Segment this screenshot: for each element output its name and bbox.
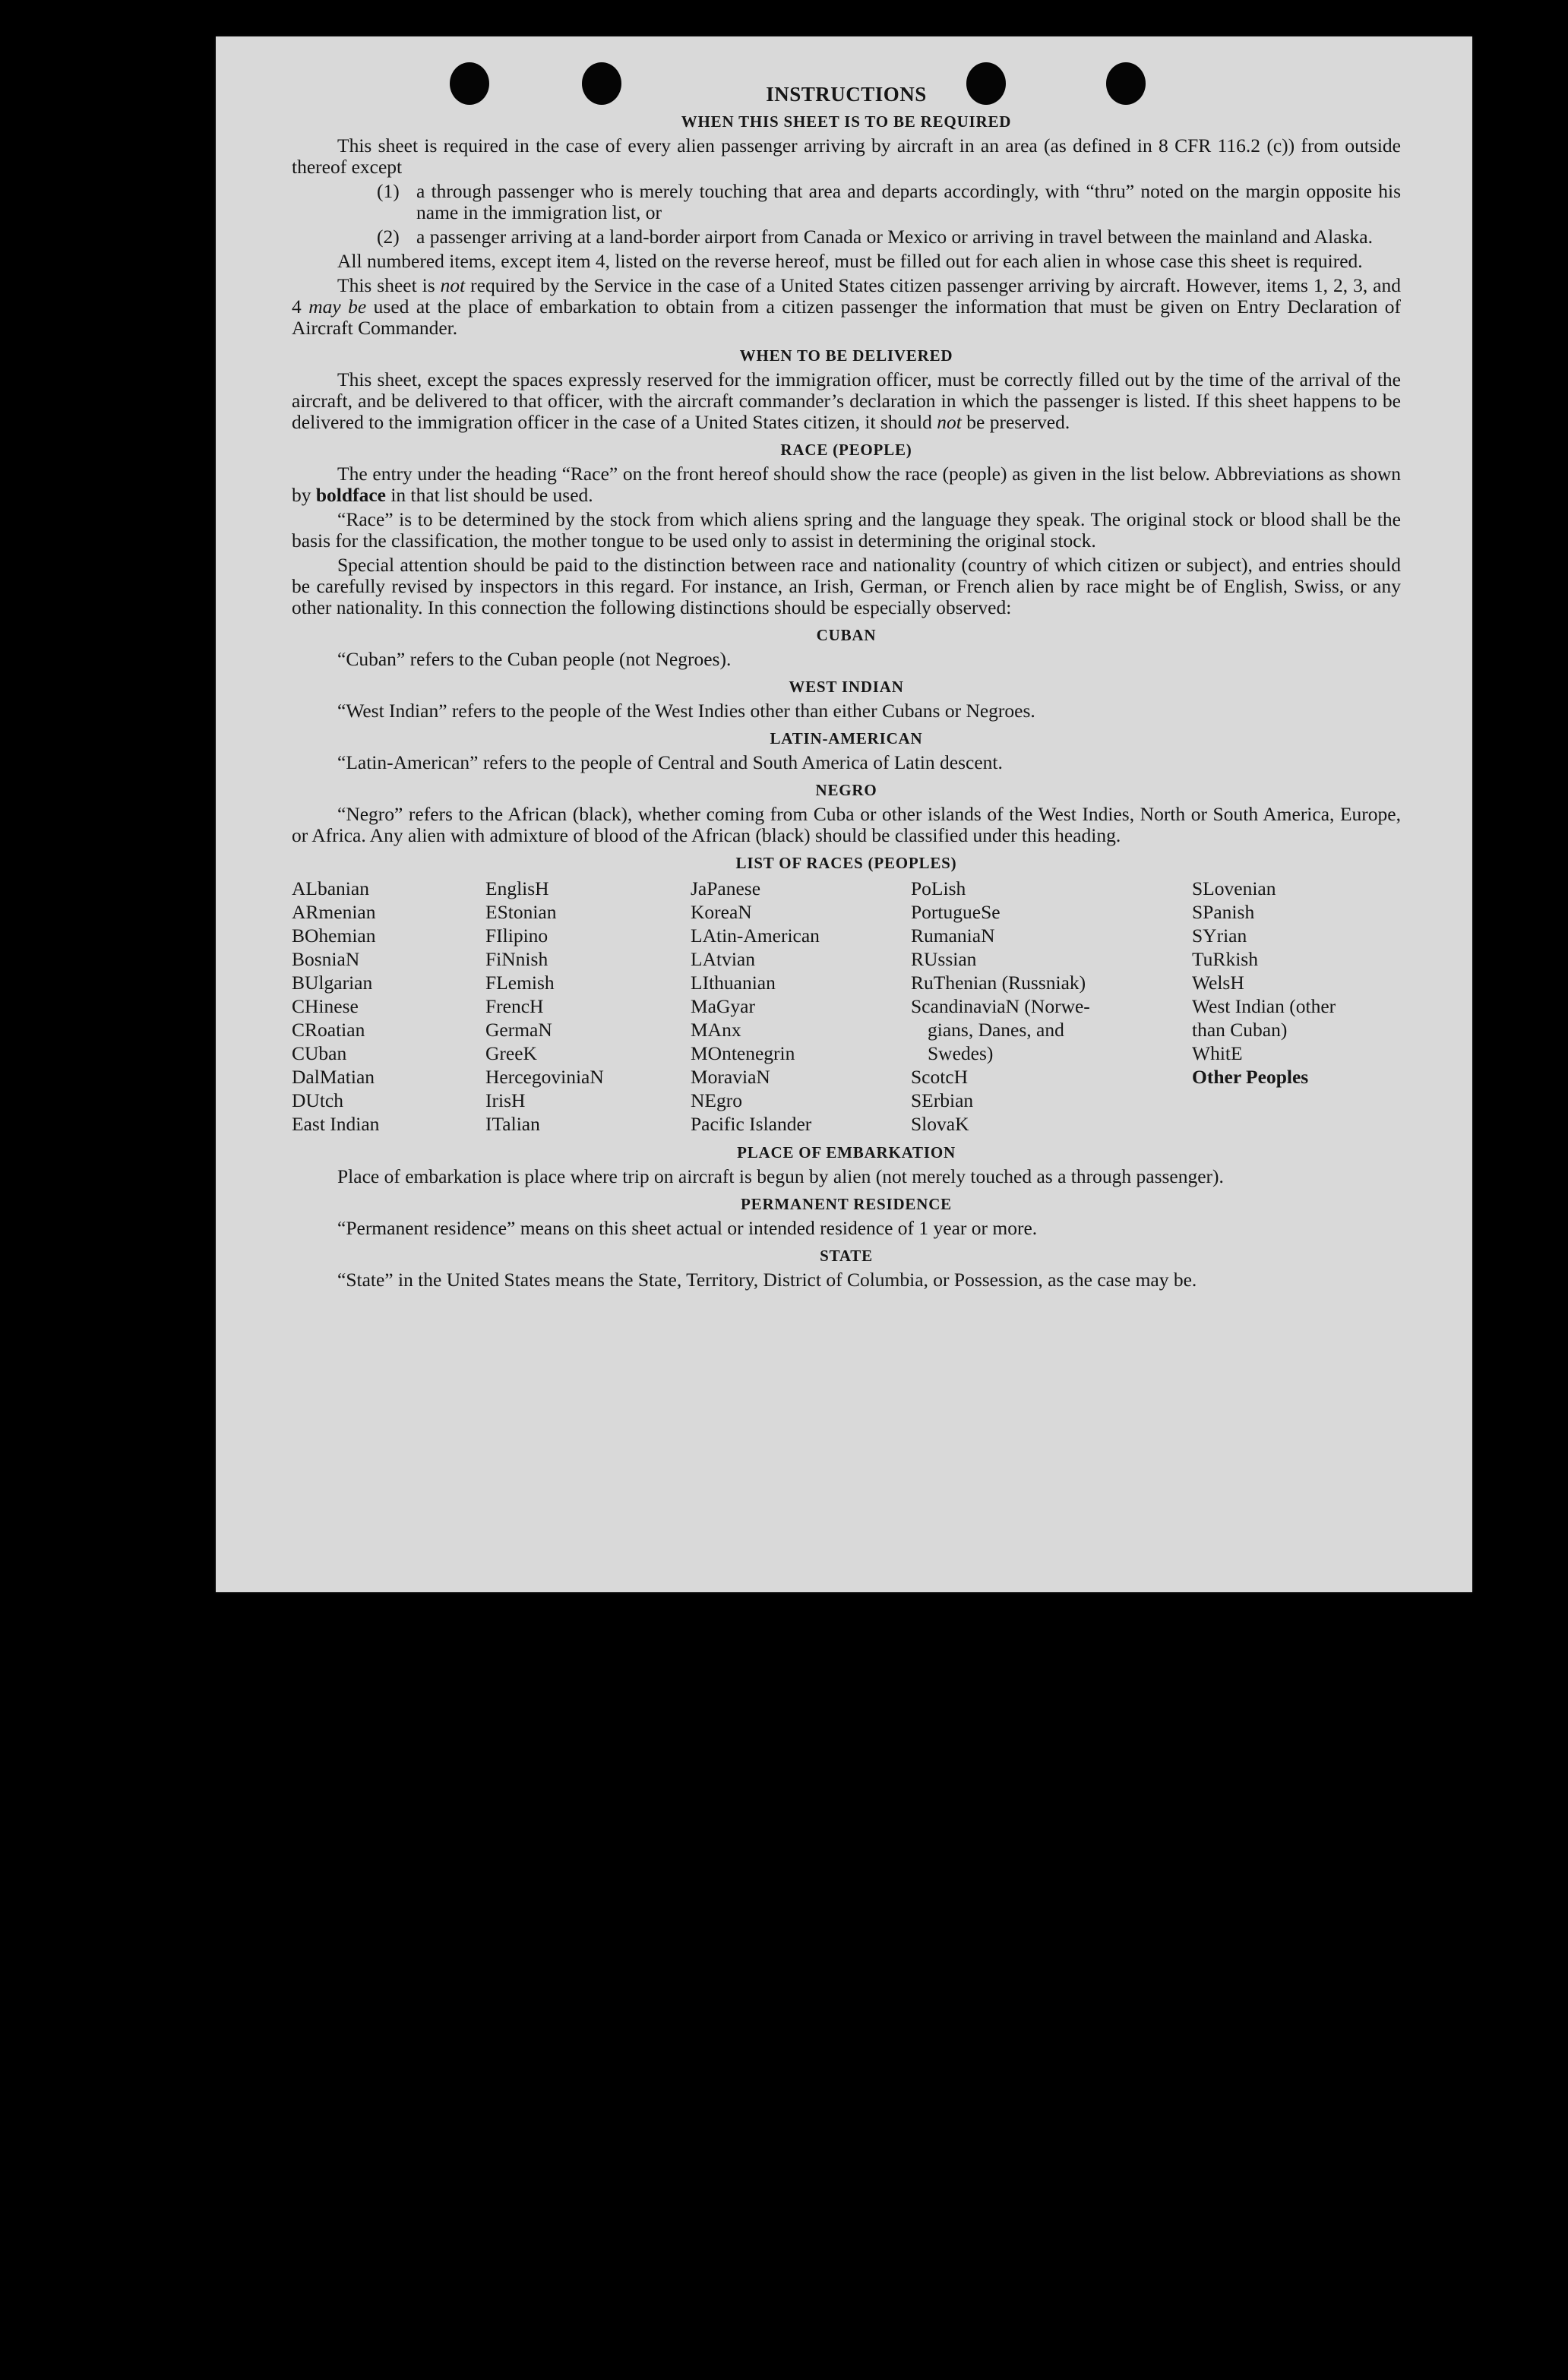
race-entry: ARmenian — [292, 901, 376, 923]
heading-place-of-embarkation: PLACE OF EMBARKATION — [737, 1143, 956, 1162]
race-entry: MOntenegrin — [691, 1042, 795, 1064]
race-entry: gians, Danes, and — [928, 1019, 1064, 1041]
heading-latin-american: LATIN-AMERICAN — [770, 729, 923, 748]
heading-when-required: WHEN THIS SHEET IS TO BE REQUIRED — [681, 112, 1012, 131]
race-entry: ScotcH — [911, 1066, 969, 1088]
race-entry: NEgro — [691, 1089, 742, 1111]
race-entry: MaGyar — [691, 995, 755, 1017]
heading-state: STATE — [820, 1247, 873, 1265]
race-entry: than Cuban) — [1192, 1019, 1288, 1041]
race-entry: FrencH — [485, 995, 544, 1017]
sheet-content — [292, 84, 1401, 1294]
race-entry: WhitE — [1192, 1042, 1243, 1064]
race-entry: SErbian — [911, 1089, 974, 1111]
paragraph-state: “State” in the United States means the State, Territory, District of Columbia, or Possession, as the case may be. — [337, 1269, 1197, 1291]
paragraph-west-indian: “West Indian” refers to the people of the West Indies other than either Cubans or Negroes. — [337, 700, 1035, 722]
race-entry: SYrian — [1192, 925, 1247, 947]
race-entry: CHinese — [292, 995, 359, 1017]
heading-west-indian: WEST INDIAN — [789, 678, 904, 696]
heading-negro: NEGRO — [815, 781, 877, 799]
race-entry: SlovaK — [911, 1113, 969, 1135]
race-entry: Pacific Islander — [691, 1113, 812, 1135]
race-entry: BUlgarian — [292, 972, 373, 994]
heading-permanent-residence: PERMANENT RESIDENCE — [741, 1195, 952, 1213]
item-text: a passenger arriving at a land-border airport from Canada or Mexico or arriving in travel between the mainland and Alaska. — [416, 226, 1373, 248]
paragraph-latin-american: “Latin-American” refers to the people of Central and South America of Latin descent. — [337, 751, 1003, 773]
race-entry: ITalian — [485, 1113, 540, 1135]
exception-item-2 — [292, 226, 1401, 248]
races-column — [292, 877, 485, 1136]
race-entry: TuRkish — [1192, 948, 1258, 970]
race-entry: CUban — [292, 1042, 347, 1064]
heading-list-of-races: LIST OF RACES (PEOPLES) — [735, 854, 957, 872]
races-column — [485, 877, 691, 1136]
race-entry: ALbanian — [292, 877, 369, 899]
heading-when-delivered: WHEN TO BE DELIVERED — [739, 346, 953, 365]
race-entry: RUssian — [911, 948, 977, 970]
item-number: (2) — [377, 226, 400, 248]
paragraph-cuban: “Cuban” refers to the Cuban people (not Negroes). — [337, 648, 732, 670]
heading-cuban: CUBAN — [816, 626, 877, 644]
race-entry: KoreaN — [691, 901, 752, 923]
race-entry: BosniaN — [292, 948, 360, 970]
race-entry: MoraviaN — [691, 1066, 770, 1088]
race-entry: FIlipino — [485, 925, 548, 947]
race-entry: DalMatian — [292, 1066, 375, 1088]
race-entry: Other Peoples — [1192, 1066, 1309, 1088]
race-entry: West Indian (other — [1192, 995, 1336, 1017]
race-entry: WelsH — [1192, 972, 1244, 994]
race-entry: PortugueSe — [911, 901, 1001, 923]
race-entry: CRoatian — [292, 1019, 365, 1041]
race-entry: RumaniaN — [911, 925, 995, 947]
race-entry: RuThenian (Russniak) — [911, 972, 1086, 994]
paragraph-residence: “Permanent residence” means on this sheet actual or intended residence of 1 year or more. — [337, 1217, 1038, 1239]
paragraph-race-3: Special attention should be paid to the distinction between race and nationality (country of which citizen or subject), and entries should be carefully revised by inspectors in this regard. For instance, an Irish, German, or French alien by race might be of English, Swiss, or any other nationality. In this connection the following distinctions should be especially observed: — [292, 554, 1401, 618]
races-column — [1192, 877, 1397, 1136]
race-entry: MAnx — [691, 1019, 741, 1041]
races-column — [691, 877, 911, 1136]
race-entry: LIthuanian — [691, 972, 776, 994]
item-text: a through passenger who is merely touching that area and departs accordingly, with “thru” noted on the margin opposite his name in the immigration list, or — [416, 180, 1401, 223]
race-entry: JaPanese — [691, 877, 761, 899]
race-entry: East Indian — [292, 1113, 380, 1135]
paragraph-negro: “Negro” refers to the African (black), whether coming from Cuba or other islands of the West Indies, North or South America, Europe, or Africa. Any alien with admixture of blood of the African (black) should be classified under this heading. — [292, 803, 1401, 846]
race-entry: FiNnish — [485, 948, 548, 970]
paragraph-required: This sheet is required in the case of every alien passenger arriving by aircraft in an area (as defined in 8 CFR 116.2 (c)) from outside thereof except — [292, 134, 1401, 178]
race-entry: FLemish — [485, 972, 555, 994]
race-entry: EStonian — [485, 901, 557, 923]
races-column — [911, 877, 1192, 1136]
paragraph-delivered: This sheet, except the spaces expressly reserved for the immigration officer, must be correctly filled out by the time of the arrival of the aircraft, and be delivered to that officer, with the aircraft commander’s declaration in which the passenger is listed. If this sheet happens to be delivered to the immigration officer in the case of a United States citizen, it should not be preserved. — [292, 368, 1401, 433]
race-entry: SPanish — [1192, 901, 1255, 923]
race-entry: GreeK — [485, 1042, 537, 1064]
race-entry: LAtvian — [691, 948, 755, 970]
race-entry: Swedes) — [928, 1042, 994, 1064]
exception-item-1 — [292, 181, 1401, 223]
race-entry: EnglisH — [485, 877, 549, 899]
race-entry: DUtch — [292, 1089, 343, 1111]
paragraph-citizen: This sheet is not required by the Service in the case of a United States citizen passenger arriving by aircraft. However, items 1, 2, 3, and 4 may be used at the place of embarkation to obtain from a citizen passenger the information that must be given on Entry Declaration of Aircraft Commander. — [292, 274, 1402, 339]
race-entry: LAtin-American — [691, 925, 820, 947]
race-entry: ScandinaviaN (Norwe- — [911, 995, 1090, 1017]
race-entry: IrisH — [485, 1089, 526, 1111]
paragraph-embarkation: Place of embarkation is place where trip on aircraft is begun by alien (not merely touched as a through passenger). — [337, 1165, 1224, 1187]
race-entry: SLovenian — [1192, 877, 1276, 899]
heading-race: RACE (PEOPLE) — [780, 441, 912, 459]
race-entry: HercegoviniaN — [485, 1066, 604, 1088]
page-title: INSTRUCTIONS — [766, 83, 927, 106]
paragraph-race-1: The entry under the heading “Race” on the front hereof should show the race (people) as given in the list below. Abbreviations as shown by boldface in that list should be used. — [292, 463, 1401, 506]
race-entry: BOhemian — [292, 925, 376, 947]
race-entry: PoLish — [911, 877, 966, 899]
instruction-sheet — [216, 36, 1472, 1592]
races-table — [292, 877, 1401, 1136]
item-number: (1) — [377, 180, 400, 202]
paragraph-race-2: “Race” is to be determined by the stock from which aliens spring and the language they speak. The original stock or blood shall be the basis for the classification, the mother tongue to be used only to assist in determining the original stock. — [292, 508, 1401, 552]
paragraph-numbered-items: All numbered items, except item 4, listed on the reverse hereof, must be filled out for each alien in whose case this sheet is required. — [337, 250, 1363, 272]
race-entry: GermaN — [485, 1019, 552, 1041]
